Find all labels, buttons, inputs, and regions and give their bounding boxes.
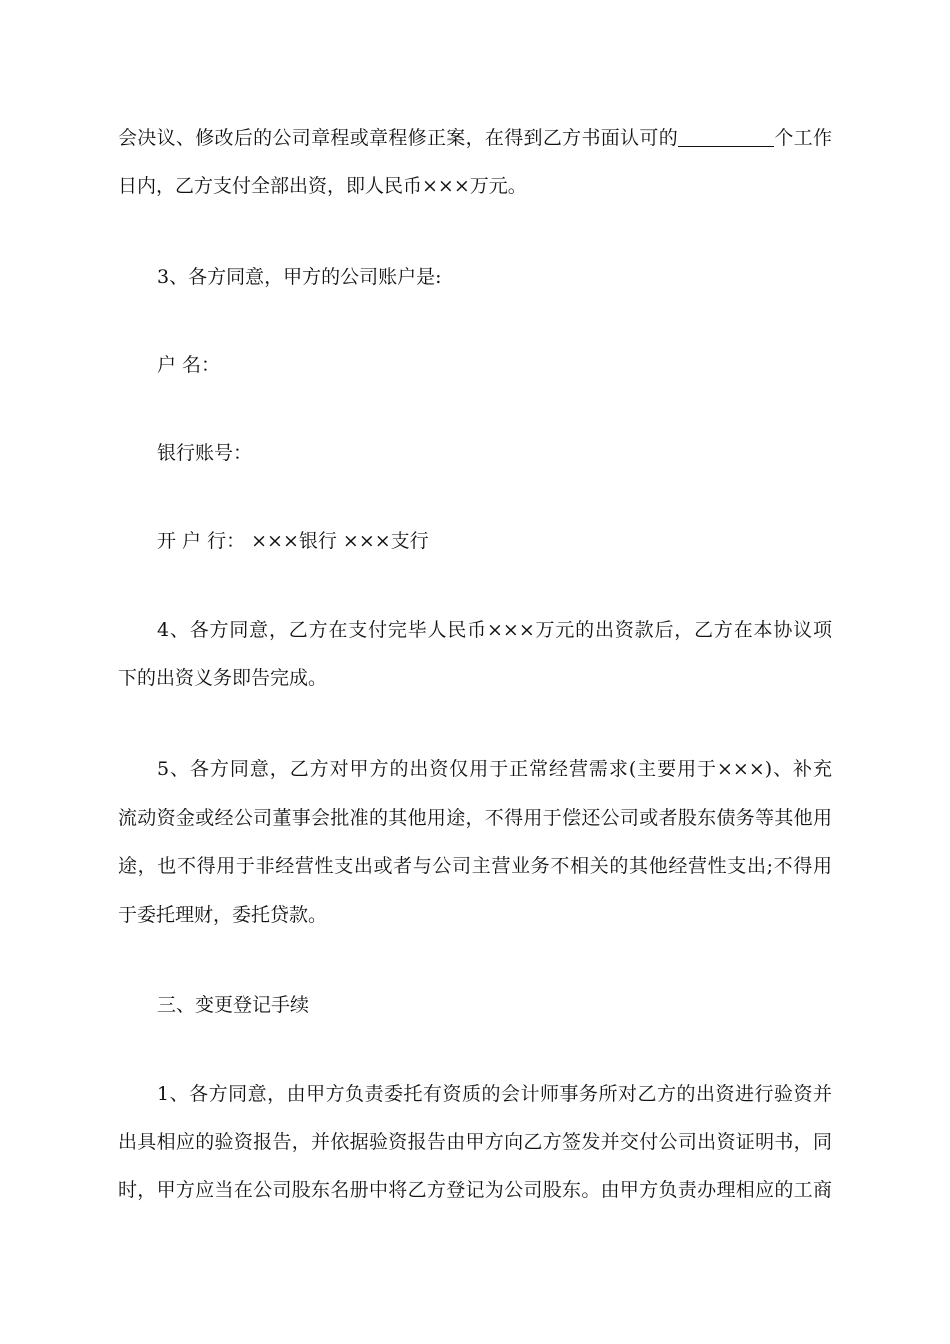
field-label-account-name: 户 名： — [157, 354, 221, 376]
paragraph-line: 日内，乙方支付全部出资，即人民币×××万元。 — [118, 175, 527, 197]
paragraph-line: 流动资金或经公司董事会批准的其他用途，不得用于偿还公司或者股东债务等其他用 — [118, 807, 832, 829]
paragraph-line: 出具相应的验资报告，并依据验资报告由甲方向乙方签发并交付公司出资证明书，同 — [118, 1131, 832, 1153]
paragraph-line: 途，也不得用于非经营性支出或者与公司主营业务不相关的其他经营性支出;不得用 — [118, 855, 832, 877]
field-label-bank-branch: 开 户 行： ×××银行 ×××支行 — [157, 530, 429, 552]
paragraph-line: 5、各方同意，乙方对甲方的出资仅用于正常经营需求(主要用于×××)、补充 — [157, 758, 832, 780]
paragraph-text: 会决议、修改后的公司章程或章程修正案，在得到乙方书面认可的 — [118, 127, 679, 149]
paragraph-line — [118, 126, 832, 150]
field-label-bank-account: 银行账号： — [157, 442, 253, 464]
section-heading: 三、变更登记手续 — [157, 994, 310, 1016]
paragraph-line: 时，甲方应当在公司股东名册中将乙方登记为公司股东。由甲方负责办理相应的工商 — [118, 1179, 832, 1201]
paragraph-line: 下的出资义务即告完成。 — [118, 667, 328, 689]
blank-underline — [678, 128, 774, 147]
paragraph-line: 于委托理财，委托贷款。 — [118, 904, 328, 926]
paragraph-line: 3、各方同意，甲方的公司账户是: — [157, 266, 442, 288]
paragraph-line: 1、各方同意，由甲方负责委托有资质的会计师事务所对乙方的出资进行验资并 — [157, 1083, 832, 1105]
paragraph-line: 4、各方同意，乙方在支付完毕人民币×××万元的出资款后，乙方在本协议项 — [157, 619, 832, 641]
paragraph-text: 个工作 — [774, 127, 832, 149]
